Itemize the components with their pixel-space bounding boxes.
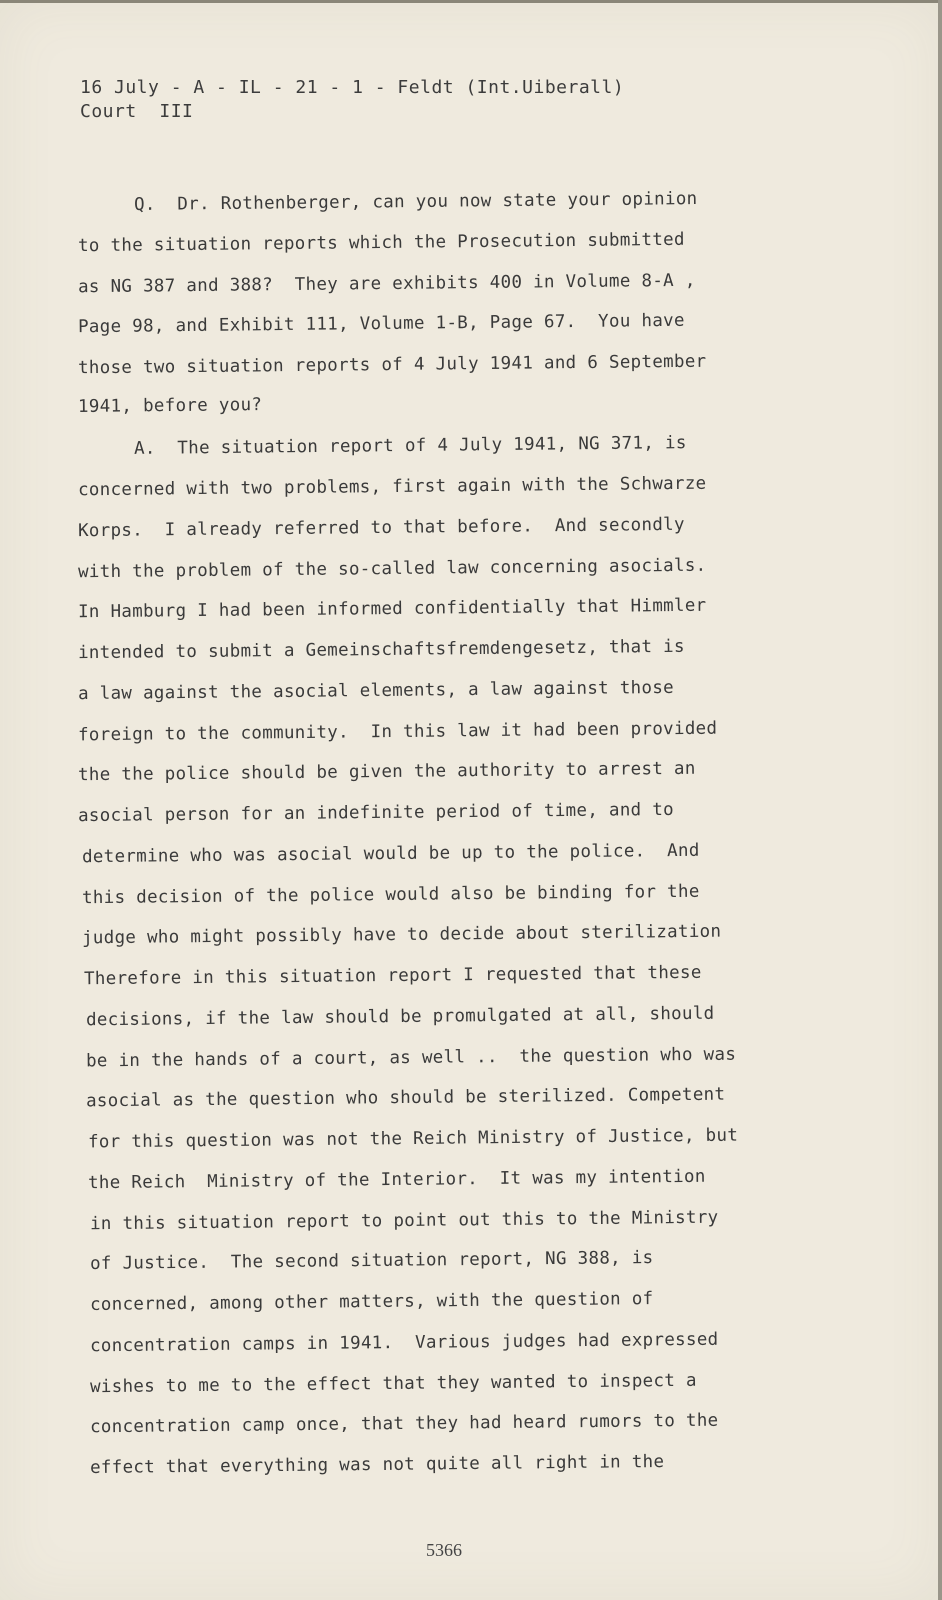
text-line: as NG 387 and 388? They are exhibits 400 in Volume 8-A , [77, 270, 696, 298]
text-line: to the situation reports which the Prosecution submitted [77, 229, 685, 257]
text-line: be in the hands of a court, as well .. the question who was [85, 1044, 737, 1072]
text-line: decisions, if the law should be promulgated at all, should [85, 1003, 715, 1031]
text-line: Therefore in this situation report I requested that these [83, 962, 702, 990]
text-line: intended to submit a Gemeinschaftsfremdengesetz, that is [77, 636, 685, 664]
text-line: A. The situation report of 4 July 1941, NG 371, is [133, 433, 687, 459]
text-line: a law against the asocial elements, a law against those [77, 677, 675, 705]
text-line: Korps. I already referred to that before. And secondly [77, 514, 685, 542]
text-line: asocial as the question who should be sterilized. Competent [85, 1084, 726, 1112]
text-line: this decision of the police would also be binding for the [81, 881, 700, 909]
header-line-2: Court III [80, 101, 194, 122]
text-line: the the police should be given the authority to arrest an [77, 758, 696, 786]
text-line: concentration camps in 1941. Various judges had expressed [89, 1329, 719, 1357]
text-line: the Reich Ministry of the Interior. It was my intention [87, 1166, 706, 1194]
text-line: foreign to the community. In this law it had been provided [77, 718, 718, 746]
text-line: concerned with two problems, first again with the Schwarze [77, 473, 707, 501]
page-edge-right [938, 0, 942, 1600]
text-line: determine who was asocial would be up to the police. And [81, 840, 700, 868]
text-line: 1941, before you? [77, 395, 263, 417]
text-line: Page 98, and Exhibit 111, Volume 1-B, Page 67. You have [77, 310, 685, 338]
text-line: for this question was not the Reich Ministry of Justice, but [87, 1125, 739, 1153]
text-line: with the problem of the so-called law concerning asocials. [77, 555, 707, 583]
text-line: judge who might possibly have to decide about sterilization [81, 921, 722, 949]
text-line: In Hamburg I had been informed confidentially that Himmler [77, 595, 707, 623]
text-line: those two situation reports of 4 July 1941 and 6 September [77, 351, 707, 379]
text-line: wishes to me to the effect that they wanted to inspect a [89, 1370, 697, 1398]
text-line: concerned, among other matters, with the question of [89, 1289, 654, 1315]
text-line: effect that everything was not quite all right in the [89, 1451, 665, 1479]
text-line: Q. Dr. Rothenberger, can you now state your opinion [133, 189, 698, 215]
text-line: asocial person for an indefinite period of time, and to [77, 799, 675, 827]
header-line-1: 16 July - A - IL - 21 - 1 - Feldt (Int.Uiberall) [80, 77, 625, 98]
page-edge-top [0, 0, 942, 3]
text-line: in this situation report to point out this to the Ministry [89, 1207, 719, 1235]
page-number: 5366 [426, 1540, 462, 1560]
document-header [80, 76, 624, 124]
text-line: concentration camp once, that they had heard rumors to the [89, 1410, 719, 1438]
text-line: of Justice. The second situation report, NG 388, is [89, 1248, 654, 1274]
